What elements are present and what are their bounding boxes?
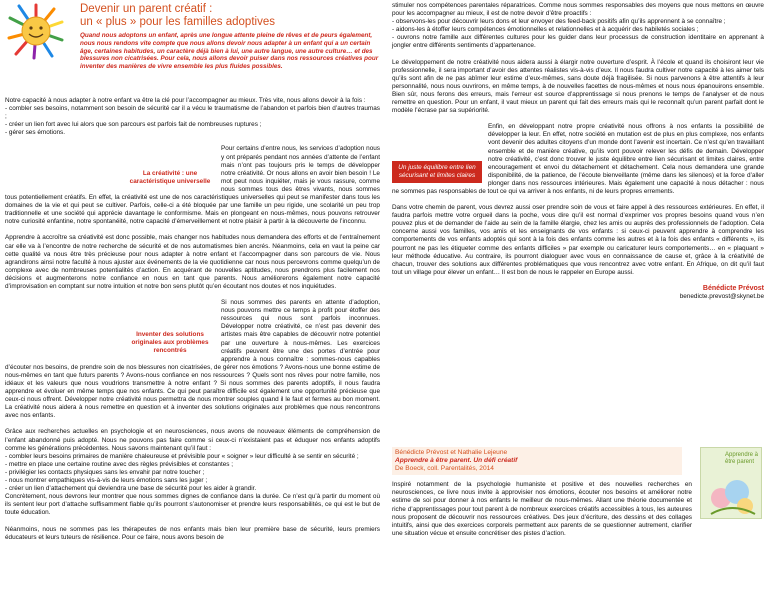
pull-quote: Inventer des solutions originales aux problèmes rencontrés <box>131 331 209 354</box>
lead-paragraph: Quand nous adoptons un enfant, après une longue attente pleine de rêves et de peurs également, nous nous rendons vite compte que nous allons devoir nous adapter à un enfant qui a un certain âge, certaines habitudes, un caractère déjà bien à lui, une autre langue, une autre culture… et des blessures non cicatrisées. Pour cela, nous allons devoir puiser dans nos ressources créatives pour inventer des manières de vivre ensemble les plus fluides possibles. <box>80 32 379 71</box>
paragraph: Néanmoins, nous ne sommes pas les thérapeutes de nos enfants mais bien leur première base de sécurité, leurs premiers éducateurs et leurs tuteurs de résilience. Pour ce faire, nous avons besoin de <box>5 525 380 541</box>
right-column <box>392 2 764 301</box>
article-title <box>80 3 380 29</box>
author-name: Bénédicte Prévost <box>702 284 764 292</box>
book-authors: Bénédicte Prévost et Nathalie Lejeune <box>395 449 508 456</box>
pull-quote: La créativité : une caractéristique universelle <box>129 170 211 186</box>
list-item: - nous montrer empathiques vis-à-vis de leurs émotions sans les juger ; <box>5 477 208 485</box>
book-review <box>392 447 764 538</box>
paragraph: Enfin, en développant notre propre créativité nous offrons à nos enfants la possibilité de développer la leur. En effet, notre société en mutation est de plus en plus complexe, nos enfants vont devenir des adultes citoyens d’un monde dont l’avenir est incertain. Ce n’est qu’en travaillant ensemble et de manière créative, qu’ils vont pouvoir relever les défis de demain. Développer notre créativité, c’est donc trouver le juste équilibre entre lien sécurisant et limites claires, entre encouragement et envoi du détachement et détachement. Cela nous demandera une grande disponibilité, de la patience, de l’écoute bienveillante (même dans les silences) et la force d’aller plonger dans nos ressources intérieures. Mais également une capacité à nous détacher : nous ne sommes pas responsables de tout ce qui va arriver à nos enfants, ni de leurs propres errements. <box>392 123 764 195</box>
list-item: - combler leurs besoins primaires de manière chaleureuse et prévisible pour « soigner » leur difficulté à se sentir en sécurité ; <box>5 452 359 460</box>
list-item: - privilégier les contacts physiques sans les envahir par notre toucher ; <box>5 468 205 476</box>
book-publisher: De Boeck, coll. Parentalités, 2014 <box>395 465 494 473</box>
paragraph: Concrètement, nous devrons leur montrer que nous sommes dignes de confiance dans la durée. Ce n’est qu’à partir du moment où ils sentent leur port d’attache suffisamment fiable qu’ils pourront s’autonomiser et prendre leurs responsabilités, ce qui est le but de toute éducation. <box>5 493 380 517</box>
paragraph: Dans votre chemin de parent, vous devrez aussi oser prendre soin de vous et faire appel à des ressources extérieures. En effet, il faudra parfois mettre votre orgueil dans la poche, vous dire qu’il est normal d’exprimer vos propres besoins quand vous n’en pouvez plus et de demander de l’aide au sein de la famille élargie, chez les amis ou auprès des professionnels de l’adoption. Cela concerne aussi vos familles, vos amis et les enseignants de vos enfants : si ceux-ci peuvent apprendre à comprendre les comportements de vos enfants adoptés qui sont à la fois des enfants comme les autres et à la fois des enfants « différents », ils pourront ne pas les étiqueter comme des enfants difficiles » par exemple ou caricaturer leurs comportements… en « plaquant » leur méthode éducative. Au contraire, ils pourront dialoguer avec vous en connaissance de cause et, grâce à la créativité de chacun, trouver des solutions aux différentes problématiques que vous rencontrez avec votre enfant. En Afrique, on dit qu’il faut tout un village pour élever un enfant… Il est bon de nous le rappeler en Europe aussi. <box>392 204 764 276</box>
list-item: - ouvrons notre famille aux différentes cultures pour les guider dans leur processus de construction identitaire en apprenant à jongler entre différents sentiments d’appartenance. <box>392 34 764 50</box>
signature <box>392 285 764 301</box>
book-title: Apprendre à être parent. Un défi créatif <box>395 457 518 465</box>
book-cover-illustration <box>707 476 757 516</box>
book-cover-title: Apprendre à être parent <box>725 452 759 465</box>
list-item: - créer un lien fort avec lui alors que son parcours est parfois fait de nombreuses ruptures ; <box>5 121 262 129</box>
author-email: benedicte.prevost@skynet.be <box>679 293 764 300</box>
paragraph: Notre capacité à nous adapter à notre enfant va être la clé pour l’accompagner au mieux. Très vite, nous allons devoir à la fois : <box>5 97 366 104</box>
paragraph: Apprendre à accroître sa créativité est donc possible, mais changer nos habitudes nous demandera des efforts et de l’entraînement car elle va à l’encontre de notre recherche de sécurité et de nos automatismes bien ancrés. Néanmoins, cela en vaut la peine car cette qualité va nous être très précieuse pour nous adapter à notre enfant et l’accompagner dans son parcours de vie. Nous agrandirons ainsi notre faculté à nous ajuster aux événements de la vie quotidienne car nous nous percevrons comme quelqu’un de complexe avec de nombreuses potentialités d’action. En acquérant de nouvelles aptitudes, nous prendrons plus facilement nos décisions et augmenterons notre confiance en nous en tant que parents. Nous améliorerons également notre capacité d’improvisation en comptant sur notre intuition et notre bon sens plutôt qu’en écoutant nos doutes et nos inquiétudes. <box>5 234 380 290</box>
list-item: - mettre en place une certaine routine avec des règles prévisibles et constantes ; <box>5 460 234 468</box>
list-item: - aidons-les à étoffer leurs compétences émotionnelles et relationnelles et à acquérir des habiletés sociales ; <box>392 26 699 34</box>
title-line-2: un « plus » pour les familles adoptives <box>80 16 275 28</box>
list-item: - gérer ses émotions. <box>5 129 66 137</box>
book-cover-image <box>700 447 762 519</box>
title-line-1: Devenir un parent créatif : <box>80 3 213 15</box>
list-item: - combler ses besoins, notamment son besoin de sécurité car il a vécu le traumatisme de l’abandon et parfois bien d’autres traumas ; <box>5 105 380 121</box>
left-column <box>5 97 380 550</box>
list-item: - créer un lien d’attachement qui deviendra une base de sécurité pour les aider à grandir. <box>5 485 257 493</box>
rainbow-smiley-logo <box>6 2 66 60</box>
list-item: - observons-les pour découvrir leurs dons et leur envoyer des feed-back positifs afin qu’ils apprennent à se connaître ; <box>392 18 726 26</box>
paragraph: Si nous sommes des parents en attente d’adoption, nous pouvons mettre ce temps à profit pour étoffer des ressources qui nous sont parfois inconnues. Développer notre créativité, ce n’est pas devenir des artistes mais être capables de découvrir notre potentiel par une ouverture à nous-mêmes. Les exercices créatifs peuvent être une des portes d’entrée pour apprendre à nous connaître : sommes-nous capables d’écouter nos besoins, de prendre soin de nos blessures non cicatrisées, de gérer nos émotions ? Avons-nous une bonne estime de nous-mêmes en tant que futurs parents ? Avons-nous confiance en nos ressources ? Quels sont nos rêves pour notre famille, nos idéaux et les valeurs que nous voudrions transmettre à notre enfant ? Si nous sommes des parents adoptifs, il nous faudra apprendre et évoluer en même temps que nos enfants. Ce qui peut paraître difficile est également une opportunité précieuse que ceux-ci nous offrent. Développer notre créativité nous permettra de nous montrer souples quand il le faut et fermes au bon moment. La créativité nous aidera à nous remettre en question et à inventer des solutions originales aux problèmes que nous rencontrons avec nos enfants. <box>5 299 380 420</box>
book-reference <box>392 447 682 475</box>
pull-quote: Un juste équilibre entre lien sécurisant et limites claires <box>392 161 482 183</box>
paragraph: Pour certains d’entre nous, les services d’adoption nous y ont préparés pendant nos années d’attente de l’enfant mais n’ont pas toujours pris le temps de développer notre créativité. Or nous allons en avoir bien besoin ! Le mot peut nous inquiéter, mais je vous rassure, comme nous sommes tous des êtres vivants, nous sommes tous potentiellement créatifs. En effet, la créativité est une de nos caractéristiques universelles qui peut se manifester dans tous les domaines de la vie et qui peut se cultiver. Parfois, celle-ci a été bloquée par une famille un peu rigide, une scolarité un peu trop traditionnelle et une société qui apprécie davantage le conformisme. Mais en plongeant en nous-mêmes, nous pouvons retrouver notre curiosité enfantine, notre spontanéité, notre capacité d’émerveillement et notre plaisir à partir à la découverte de l’inconnu. <box>5 145 380 226</box>
paragraph: Grâce aux recherches actuelles en psychologie et en neurosciences, nous avons de nouveaux éléments de compréhension de l’enfant abandonné puis adopté. Nous ne pouvons pas faire comme si ceux-ci n’existaient pas et éduquer nos enfants adoptifs comme les générations précédentes. Nous savons maintenant qu’il faut : <box>5 428 380 452</box>
book-description: Inspiré notamment de la psychologie humaniste et positive et des nouvelles recherches en neurosciences, ce livre nous invite à approvisier nos émotions, écouter nos besoins et améliorer notre estime de soi pour donner à nos enfants le meilleur de nous-mêmes. Allant une théorie documentée et riche d’apprentissages pour tout parent à de nombreux exercices créatifs accessibles à tous, les auteures nous proposent de découvrir nos ressources créatives. Des jeux d’écriture, des dessins et des collages intuitifs, ainsi que des exercices corporels permettent aux parents de se questionner autrement, clarifier une situation vécue et ensuite concrétiser des pistes d’action. <box>392 481 692 537</box>
paragraph: stimuler nos compétences parentales réparatrices. Comme nous sommes responsables des moyens que nous mettons en œuvre pour les accompagner au mieux, il est de notre devoir d’être proactifs : <box>392 2 764 18</box>
paragraph: Le développement de notre créativité nous aidera aussi à élargir notre ouverture d’esprit. À l’école et quand ils choisiront leur vie professionnelle, il sera important d’avoir des attentes réalistes vis-à-vis d’eux. Il nous faudra cultiver notre capacité à les aimer tels qu’ils sont afin de ne pas abîmer leur estime d’eux-mêmes, sans doute déjà fragilisée. Si nous parvenons à être attentifs à leur personnalité, nous nous ouvrirons, en même temps, à de nouvelles facettes de nous-mêmes et nous nous épanouirons ensemble. Bien sûr, nous ferons des erreurs, mais l’erreur est source d’apprentissage si nous prenons le temps de l’analyser et de nous remettre en question. Pour un enfant, il vaut mieux un parent qui fait des erreurs mais qui le reconnaît qu’un parent parfait dont le modèle l’écrase par sa supériorité. <box>392 58 764 115</box>
